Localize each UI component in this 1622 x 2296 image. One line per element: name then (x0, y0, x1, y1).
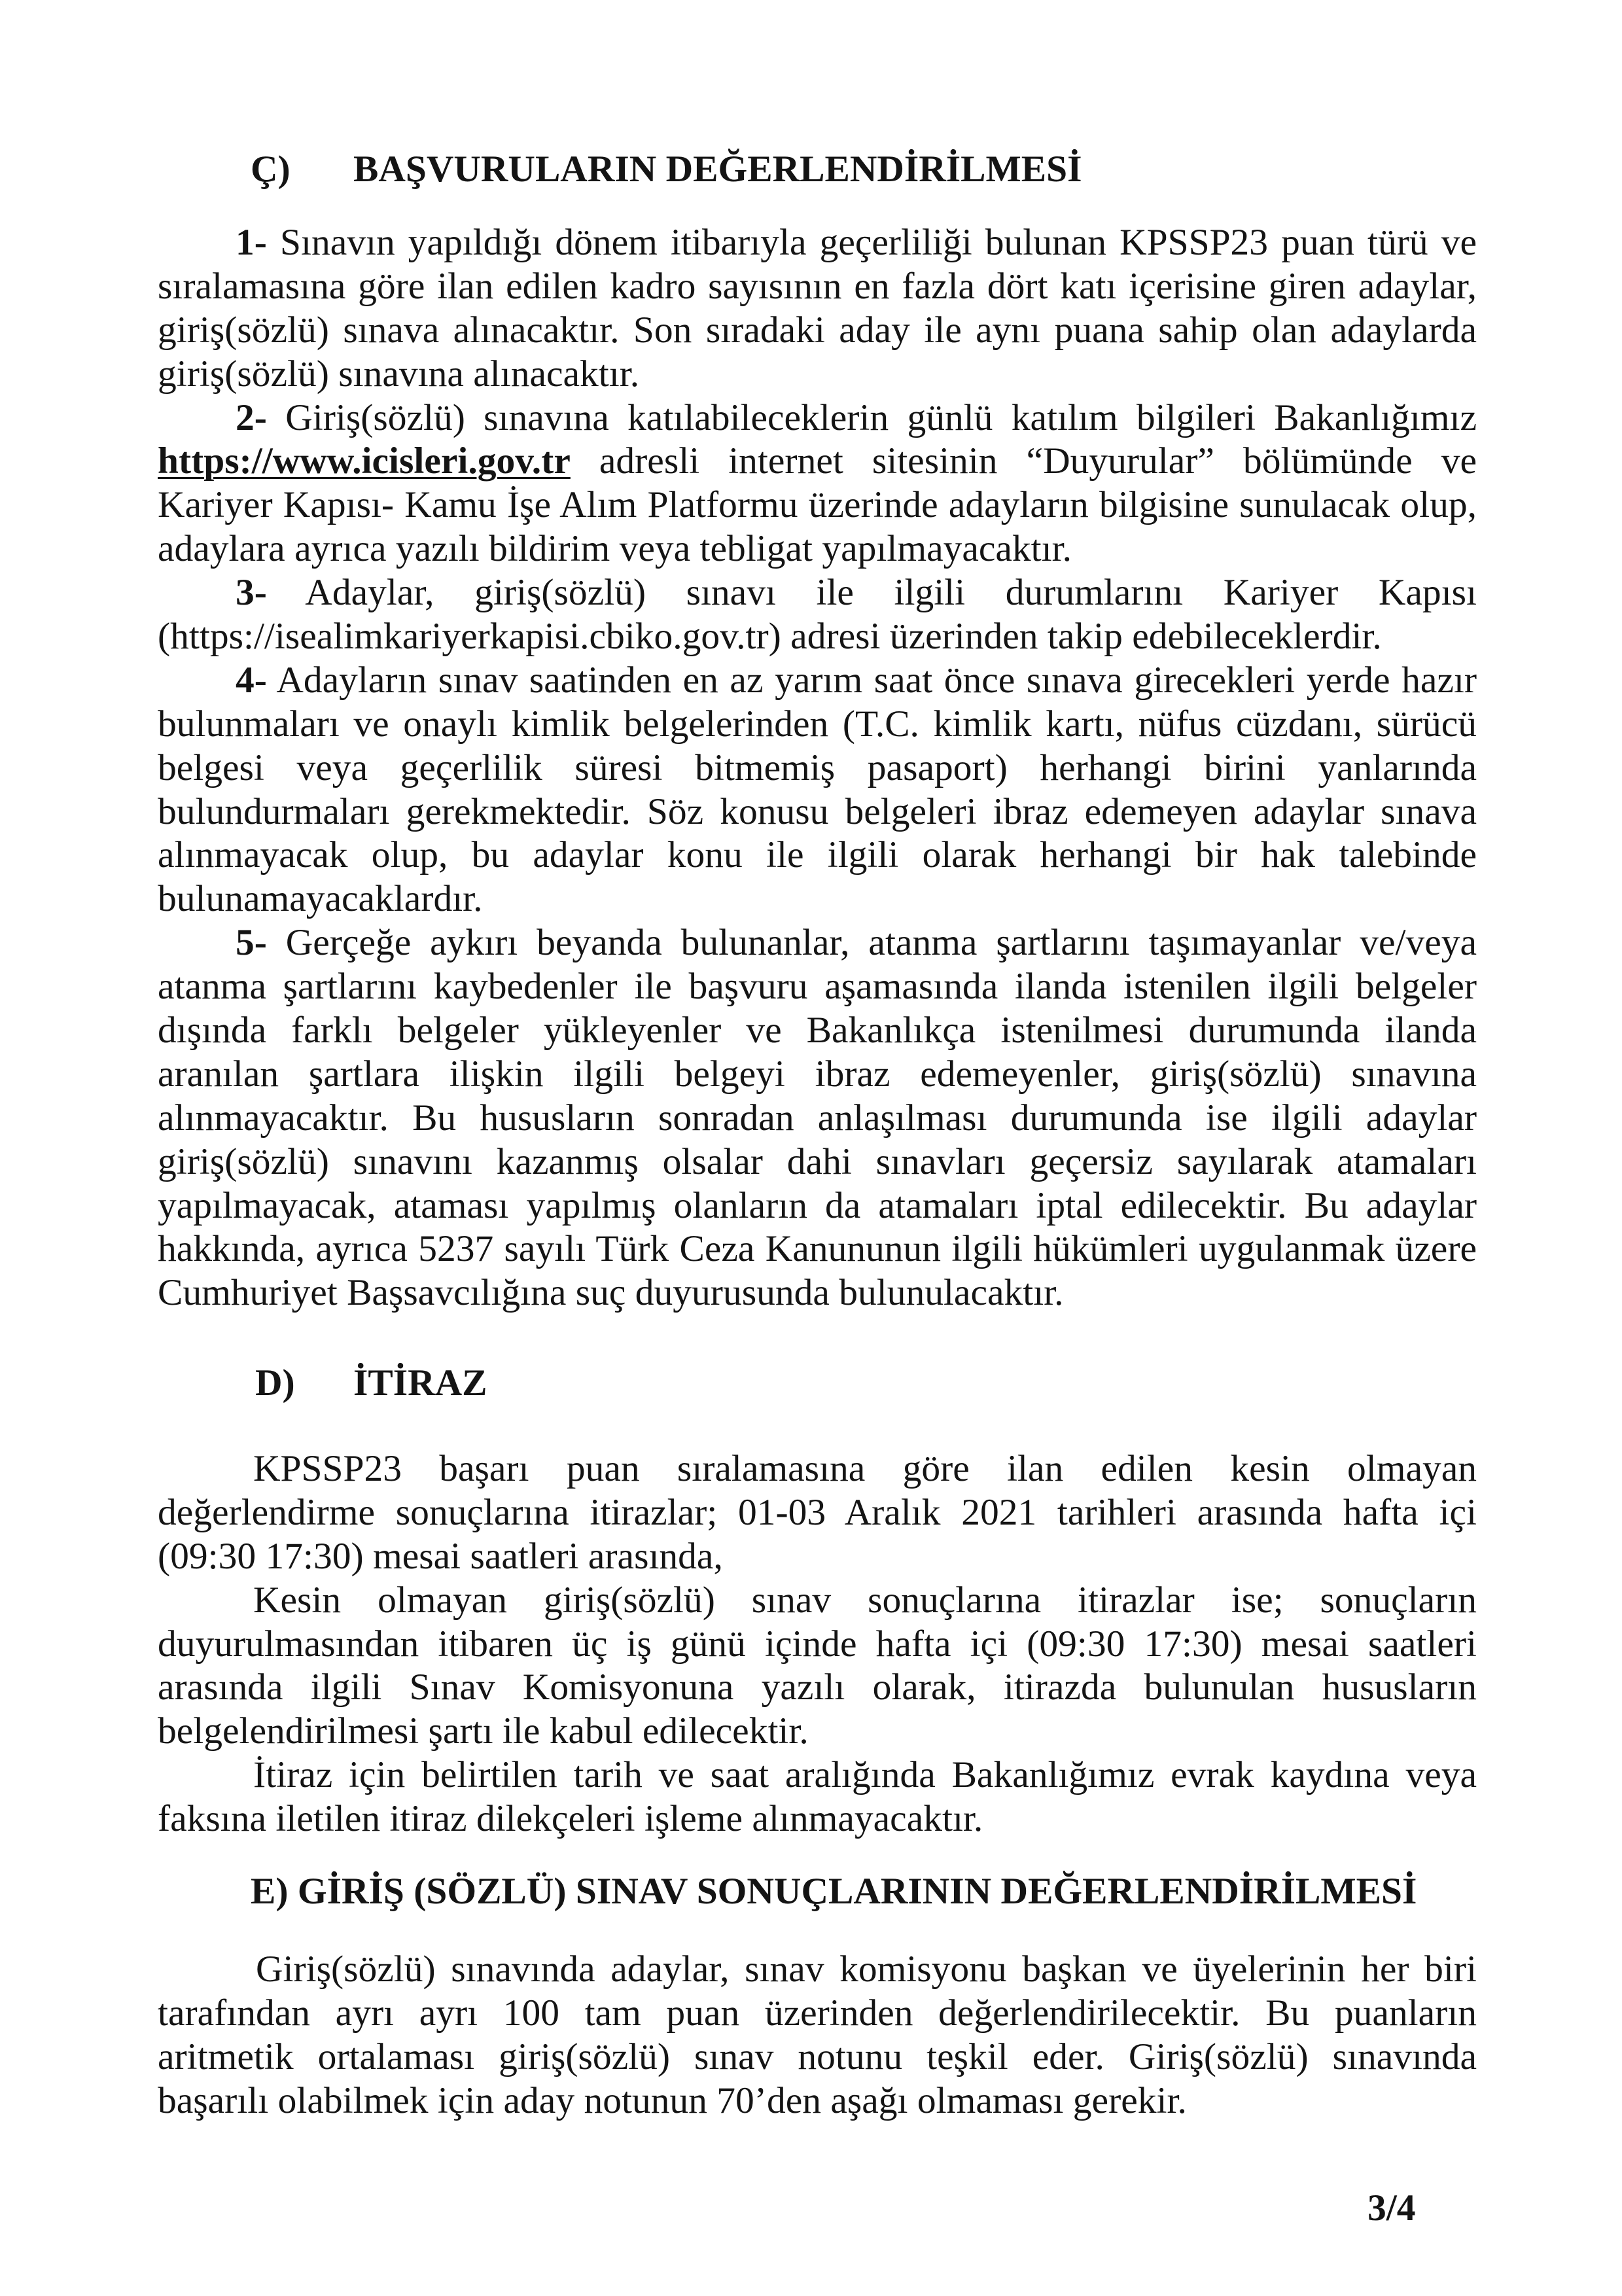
section-e-heading (0, 1870, 1622, 1914)
section-d-title: İTİRAZ (353, 1362, 487, 1404)
paragraph-line (158, 397, 1477, 440)
paragraph-line (158, 571, 1477, 615)
paragraph-line: giriş(sözlü) sınavına alınacaktır. (158, 353, 640, 395)
section-d-heading (0, 1362, 1622, 1405)
paragraph-line: giriş(sözlü) sınavını kazanmış olsalar dahi sınavları geçersiz sayılarak atamaları (158, 1140, 1477, 1182)
icisleri-website-link[interactable]: https://www.icisleri.gov.tr (158, 440, 571, 482)
paragraph-line (158, 440, 1477, 484)
paragraph-line: adaylara ayrıca yazılı bildirim veya tebligat yapılmayacaktır. (158, 528, 1072, 570)
line-text: adresli internet sitesinin “Duyurular” bölümünde ve (599, 440, 1477, 482)
paragraph-line: Cumhuriyet Başsavcılığına suç duyurusunda bulunulacaktır. (158, 1272, 1064, 1314)
section-c-heading (0, 148, 1622, 192)
section-e-body (158, 1948, 1477, 2123)
paragraph-line: başarılı olabilmek için aday notunun 70’den aşağı olmaması gerekir. (158, 2079, 1187, 2121)
paragraph-line: (09:30 17:30) mesai saatleri arasında, (158, 1535, 723, 1577)
paragraph-line (158, 921, 1477, 965)
paragraph-line: (https://isealimkariyerkapisi.cbiko.gov.tr) adresi üzerinden takip edebileceklerdir. (158, 616, 1382, 658)
paragraph-line: aranılan şartlara ilişkin ilgili belgeyi ibraz edemeyenler, giriş(sözlü) sınavına (158, 1053, 1477, 1095)
paragraph-line: değerlendirme sonuçlarına itirazlar; 01-03 Aralık 2021 tarihleri arasında hafta içi (158, 1491, 1477, 1533)
item-number: 4- (236, 659, 267, 701)
paragraph-line: belgelendirilmesi şartı ile kabul edilecektir. (158, 1710, 809, 1752)
paragraph-line (158, 221, 1477, 265)
section-c-label: Ç) (251, 149, 291, 190)
section-c-body (158, 221, 1477, 1315)
paragraph-line: alınmayacak olup, bu adaylar konu ile ilgili olarak herhangi bir hak talebinde (158, 834, 1477, 876)
paragraph-line: duyurulmasından itibaren üç iş günü içinde hafta içi (09:30 17:30) mesai saatleri (158, 1623, 1477, 1665)
paragraph-line: bulunamayacaklardır. (158, 878, 483, 920)
paragraph-line: bulunmaları ve onaylı kimlik belgelerinden (T.C. kimlik kartı, nüfus cüzdanı, sürücü (158, 703, 1477, 745)
section-d-body (158, 1447, 1477, 1841)
paragraph-line: dışında farklı belgeler yükleyenler ve Bakanlıkça istenilmesi durumunda ilanda (158, 1010, 1477, 1051)
paragraph-line: faksına iletilen itiraz dilekçeleri işleme alınmayacaktır. (158, 1798, 983, 1840)
item-number: 3- (236, 572, 267, 614)
paragraph-line: hakkında, ayrıca 5237 sayılı Türk Ceza Kanununun ilgili hükümleri uygulanmak üzere (158, 1228, 1477, 1270)
line-text: Sınavın yapıldığı dönem itibarıyla geçerliliği bulunan KPSSP23 puan türü ve (280, 222, 1477, 263)
paragraph-line: tarafından ayrı ayrı 100 tam puan üzerinden değerlendirilecektir. Bu puanların (158, 1992, 1477, 2034)
paragraph-line: giriş(sözlü) sınava alınacaktır. Son sıradaki aday ile aynı puana sahip olan adaylarda (158, 309, 1477, 351)
section-d-label: D) (255, 1362, 295, 1404)
line-text: Gerçeğe aykırı beyanda bulunanlar, atanma şartlarını taşımayanlar ve/veya (285, 922, 1477, 964)
paragraph-line: bulundurmaları gerekmektedir. Söz konusu belgeleri ibraz edemeyen adaylar sınava (158, 790, 1477, 832)
page-number: 3/4 (1367, 2187, 1416, 2229)
section-e-title: E) GİRİŞ (SÖZLÜ) SINAV SONUÇLARININ DEĞERLENDİRİLMESİ (251, 1871, 1417, 1912)
paragraph-line (158, 659, 1477, 703)
line-text: Giriş(sözlü) sınavına katılabileceklerin günlü katılım bilgileri Bakanlığımız (285, 397, 1477, 438)
paragraph-line: Giriş(sözlü) sınavında adaylar, sınav komisyonu başkan ve üyelerinin her biri (256, 1949, 1477, 1990)
paragraph-line: İtiraz için belirtilen tarih ve saat aralığında Bakanlığımız evrak kaydına veya (253, 1754, 1477, 1796)
item-number: 2- (236, 397, 267, 438)
paragraph-line: Kariyer Kapısı- Kamu İşe Alım Platformu üzerinde adayların bilgisine sunulacak olup, (158, 484, 1477, 526)
paragraph-line: sıralamasına göre ilan edilen kadro sayısının en fazla dört katı içerisine giren adaylar, (158, 265, 1477, 307)
paragraph-line: yapılmayacak, ataması yapılmış olanların da atamaları iptal edilecektir. Bu adaylar (158, 1184, 1477, 1226)
paragraph-line: arasında ilgili Sınav Komisyonuna yazılı olarak, itirazda bulunulan hususların (158, 1667, 1477, 1708)
paragraph-line: atanma şartlarını kaybedenler ile başvuru aşamasında ilanda istenilen ilgili belgeler (158, 966, 1477, 1008)
item-number: 1- (236, 222, 267, 263)
paragraph-line: Kesin olmayan giriş(sözlü) sınav sonuçlarına itirazlar ise; sonuçların (253, 1579, 1477, 1621)
item-number: 5- (236, 922, 267, 964)
section-c-title: BAŞVURULARIN DEĞERLENDİRİLMESİ (353, 149, 1082, 190)
paragraph-line: alınmayacaktır. Bu hususların sonradan anlaşılması durumunda ise ilgili adaylar (158, 1097, 1477, 1139)
paragraph-line: aritmetik ortalaması giriş(sözlü) sınav notunu teşkil eder. Giriş(sözlü) sınavında (158, 2036, 1477, 2077)
paragraph-line: belgesi veya geçerlilik süresi bitmemiş pasaport) herhangi birini yanlarında (158, 747, 1477, 788)
paragraph-line: KPSSP23 başarı puan sıralamasına göre ilan edilen kesin olmayan (253, 1448, 1477, 1489)
line-text: Adayların sınav saatinden en az yarım saat önce sınava girecekleri yerde hazır (276, 659, 1477, 701)
line-text: Adaylar, giriş(sözlü) sınavı ile ilgili durumlarını Kariyer Kapısı (305, 572, 1477, 614)
